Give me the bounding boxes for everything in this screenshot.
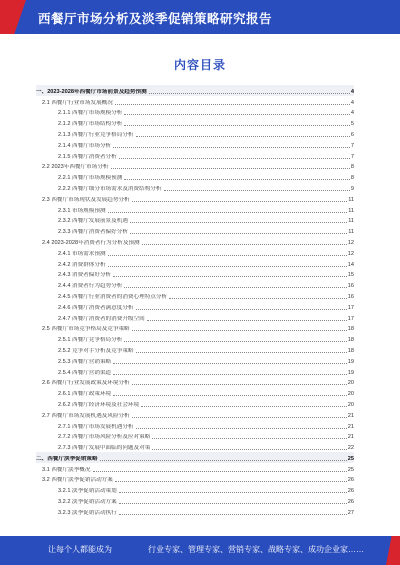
- toc-entry-page: 9: [350, 185, 354, 192]
- toc-dot-leader: [124, 286, 346, 288]
- toc-entry-title: 2.5 西餐厅市场竞争格局及竞争策略: [42, 326, 130, 333]
- toc-entry-page: 11: [348, 207, 354, 214]
- toc-entry[interactable]: [36, 484, 354, 495]
- toc-entry-page: 11: [348, 229, 354, 236]
- toc-entry-page: 25: [347, 455, 354, 462]
- toc-entry-page: 18: [347, 347, 354, 354]
- toc-entry-title: 3.2.1 淡季促销活动策划: [58, 488, 117, 495]
- toc-entry-page: 21: [347, 434, 354, 441]
- toc-entry-page: 19: [347, 369, 354, 376]
- toc-dot-leader: [111, 167, 350, 169]
- toc-entry-title: 2.5.2 竞争对手分析及竞争策略: [58, 347, 134, 354]
- toc-entry[interactable]: [36, 96, 354, 107]
- toc-entry-title: 2.4.2 消费群体分析: [58, 261, 106, 268]
- toc-dot-leader: [113, 275, 347, 277]
- toc-dot-leader: [132, 416, 347, 418]
- toc-entry[interactable]: [36, 236, 354, 247]
- toc-entry-title: 3.2.3 淡季促销活动执行: [58, 509, 117, 516]
- toc-dot-leader: [108, 265, 347, 267]
- toc-entry[interactable]: [36, 495, 354, 506]
- toc-entry-title: 2.3.1 市场规模预测: [58, 207, 106, 214]
- toc-entry[interactable]: [36, 366, 354, 377]
- toc-entry-page: 12: [347, 250, 354, 257]
- toc-dot-leader: [141, 405, 347, 407]
- toc-entry-title: 2.6.1 西餐厅政策环境: [58, 391, 112, 398]
- toc-dot-leader: [136, 308, 347, 310]
- table-of-contents: [36, 85, 354, 517]
- toc-entry-title: 2.4.6 西餐厅消费者满意度分析: [58, 304, 134, 311]
- toc-dot-leader: [93, 470, 347, 472]
- toc-entry[interactable]: [36, 182, 354, 193]
- toc-dot-leader: [152, 448, 346, 450]
- toc-entry[interactable]: [36, 463, 354, 474]
- toc-entry-title: 3.2.2 淡季促销活动方案: [58, 499, 117, 506]
- red-corner-accent: [386, 536, 400, 565]
- toc-entry[interactable]: [36, 398, 354, 409]
- toc-entry-page: 11: [348, 196, 354, 203]
- toc-dot-leader: [100, 459, 347, 461]
- toc-entry[interactable]: [36, 161, 354, 172]
- toc-entry-page: 6: [350, 131, 354, 138]
- toc-entry[interactable]: [36, 333, 354, 344]
- toc-entry-page: 25: [347, 466, 354, 473]
- toc-entry-title: 3.1 西餐厅淡季概况: [42, 466, 91, 473]
- toc-dot-leader: [132, 329, 347, 331]
- toc-entry-page: 27: [347, 509, 354, 516]
- toc-dot-leader: [115, 480, 347, 482]
- toc-entry[interactable]: [36, 344, 354, 355]
- toc-entry-page: 16: [347, 293, 354, 300]
- toc-dot-leader: [132, 383, 347, 385]
- toc-entry-title: 2.5.1 西餐厅竞争格局分析: [58, 337, 123, 344]
- toc-entry-title: 2.2 2023年西餐厅市场分析: [42, 164, 109, 171]
- toc-dot-leader: [124, 124, 350, 126]
- toc-entry-title: 2.4.7 西餐厅消费者的消费升级空间: [58, 315, 145, 322]
- toc-entry[interactable]: [36, 139, 354, 150]
- footer-banner: [0, 536, 400, 565]
- toc-entry-title: 二、西餐厅淡季促销策略: [36, 455, 98, 462]
- toc-entry-title: 2.6 西餐厅行业发展政策及环境分析: [42, 380, 130, 387]
- toc-entry[interactable]: [36, 323, 354, 334]
- toc-entry[interactable]: [36, 204, 354, 215]
- header-banner: [0, 0, 400, 34]
- toc-dot-leader: [132, 200, 348, 202]
- toc-dot-leader: [136, 427, 347, 429]
- toc-entry-page: 17: [347, 304, 354, 311]
- toc-entry-title: 2.2.1 西餐厅市场规模预测: [58, 175, 123, 182]
- toc-entry-title: 2.2.2 西餐厅细分市场需求及消费结构分析: [58, 185, 162, 192]
- toc-entry-title: 2.4.3 消费者偏好分析: [58, 272, 112, 279]
- toc-entry-title: 2.1.3 西餐厅行业竞争格局分析: [58, 131, 134, 138]
- toc-dot-leader: [113, 373, 347, 375]
- toc-entry[interactable]: [36, 269, 354, 280]
- toc-entry[interactable]: [36, 355, 354, 366]
- toc-entry-page: 26: [347, 499, 354, 506]
- toc-entry[interactable]: [36, 474, 354, 485]
- toc-entry[interactable]: [36, 377, 354, 388]
- toc-entry-title: 2.1 西餐厅行业市场发展概况: [42, 99, 113, 106]
- toc-entry[interactable]: [36, 506, 354, 517]
- toc-entry-page: 18: [347, 326, 354, 333]
- toc-entry[interactable]: [36, 85, 354, 96]
- toc-entry-page: 20: [347, 391, 354, 398]
- toc-dot-leader: [124, 178, 350, 180]
- toc-dot-leader: [136, 135, 350, 137]
- toc-entry-page: 16: [347, 283, 354, 290]
- toc-entry[interactable]: [36, 128, 354, 139]
- toc-dot-leader: [113, 146, 350, 148]
- toc-entry[interactable]: [36, 290, 354, 301]
- toc-entry[interactable]: [36, 420, 354, 431]
- footer-expert-list: 行业专家、管理专家、营销专家、战略专家、成功企业家……: [148, 545, 364, 554]
- toc-entry[interactable]: [36, 258, 354, 269]
- toc-entry[interactable]: [36, 441, 354, 452]
- toc-entry-page: 21: [347, 412, 354, 419]
- toc-entry-title: 2.7 西餐厅市场发展机遇及风险分析: [42, 412, 130, 419]
- toc-entry[interactable]: [36, 107, 354, 118]
- toc-entry-title: 一、2023-2028年西餐厅市场前景及趋势预测: [36, 88, 147, 95]
- toc-entry[interactable]: [36, 215, 354, 226]
- toc-entry-title: 2.1.2 西餐厅市场结构分析: [58, 121, 123, 128]
- toc-entry-title: 2.7.3 西餐厅发展中面临的问题及对策: [58, 445, 151, 452]
- toc-entry[interactable]: [36, 171, 354, 182]
- toc-entry[interactable]: [36, 193, 354, 204]
- toc-dot-leader: [119, 502, 347, 504]
- toc-entry[interactable]: [36, 247, 354, 258]
- toc-dot-leader: [164, 189, 350, 191]
- toc-dot-leader: [136, 351, 347, 353]
- toc-entry-page: 18: [347, 337, 354, 344]
- toc-entry-title: 2.3.3 西餐厅消费者偏好分析: [58, 229, 128, 236]
- toc-dot-leader: [147, 319, 347, 321]
- toc-dot-leader: [119, 157, 350, 159]
- toc-entry-title: 2.1.4 西餐厅市场分析: [58, 142, 112, 149]
- toc-entry[interactable]: [36, 409, 354, 420]
- toc-entry-page: 21: [347, 423, 354, 430]
- toc-entry-page: 19: [347, 358, 354, 365]
- toc-entry[interactable]: [36, 150, 354, 161]
- report-title: 西餐厅市场分析及淡季促销策略研究报告: [38, 12, 273, 26]
- toc-entry-title: 2.7.1 西餐厅市场发展机遇分析: [58, 423, 134, 430]
- toc-dot-leader: [149, 92, 350, 94]
- toc-entry-title: 2.4.4 消费者行为趋势分析: [58, 283, 123, 290]
- toc-dot-leader: [152, 437, 346, 439]
- toc-entry-page: 8: [350, 175, 354, 182]
- toc-dot-leader: [108, 254, 347, 256]
- toc-dot-leader: [113, 362, 347, 364]
- toc-entry[interactable]: [36, 452, 354, 463]
- toc-entry-page: 26: [347, 488, 354, 495]
- toc-entry-title: 2.4.1 市场需求预测: [58, 250, 106, 257]
- toc-entry-page: 15: [347, 272, 354, 279]
- toc-dot-leader: [115, 103, 350, 105]
- toc-entry-title: 2.6.2 西餐厅经济环境及社会环境: [58, 401, 140, 408]
- toc-entry[interactable]: [36, 431, 354, 442]
- toc-entry-page: 17: [347, 315, 354, 322]
- toc-entry-page: 14: [347, 261, 354, 268]
- toc-entry-title: 3.2 西餐厅淡季促销活动方案: [42, 477, 113, 484]
- toc-entry-page: 26: [347, 477, 354, 484]
- toc-entry-page: 22: [347, 445, 354, 452]
- toc-entry-title: 2.1.5 西餐厅消费者分析: [58, 153, 117, 160]
- toc-entry-page: 8: [350, 164, 354, 171]
- toc-entry[interactable]: [36, 225, 354, 236]
- toc-entry-page: 12: [347, 239, 354, 246]
- toc-entry-page: 20: [347, 401, 354, 408]
- toc-dot-leader: [169, 297, 347, 299]
- toc-entry-page: 5: [350, 121, 354, 128]
- toc-entry-title: 2.4 2023-2028年消费者行为分析及预测: [42, 239, 140, 246]
- toc-dot-leader: [124, 340, 346, 342]
- toc-entry-page: 20: [347, 380, 354, 387]
- toc-entry-page: 7: [350, 142, 354, 149]
- toc-heading: 内容目录: [173, 58, 226, 72]
- toc-dot-leader: [124, 113, 350, 115]
- toc-entry-page: 4: [350, 110, 354, 117]
- toc-entry-title: 2.3.2 西餐厅发展前景及机遇: [58, 218, 128, 225]
- toc-dot-leader: [142, 243, 347, 245]
- toc-entry[interactable]: [36, 312, 354, 323]
- toc-entry-title: 2.3 西餐厅市场现状及发展趋势分析: [42, 196, 130, 203]
- toc-entry[interactable]: [36, 117, 354, 128]
- footer-slogan: 让每个人都能成为: [48, 545, 112, 554]
- toc-entry[interactable]: [36, 387, 354, 398]
- toc-dot-leader: [130, 232, 347, 234]
- toc-entry-page: 11: [348, 218, 354, 225]
- toc-entry-title: 2.1.1 西餐厅市场规模分析: [58, 110, 123, 117]
- toc-entry-page: 7: [350, 153, 354, 160]
- red-accent-stripe: [0, 0, 26, 34]
- toc-dot-leader: [108, 211, 348, 213]
- toc-dot-leader: [130, 221, 347, 223]
- toc-dot-leader: [119, 491, 347, 493]
- toc-entry-page: 4: [350, 88, 354, 95]
- toc-dot-leader: [113, 394, 347, 396]
- toc-entry[interactable]: [36, 301, 354, 312]
- toc-entry-title: 2.4.5 西餐厅行业消费者的消费心理特点分析: [58, 293, 168, 300]
- toc-entry-title: 2.5.3 西餐厅营销策略: [58, 358, 112, 365]
- toc-entry-page: 4: [350, 99, 354, 106]
- toc-entry-title: 2.7.2 西餐厅市场风险分析及应对策略: [58, 434, 151, 441]
- toc-entry-title: 2.5.4 西餐厅营销渠道: [58, 369, 112, 376]
- toc-entry[interactable]: [36, 279, 354, 290]
- toc-dot-leader: [119, 513, 347, 515]
